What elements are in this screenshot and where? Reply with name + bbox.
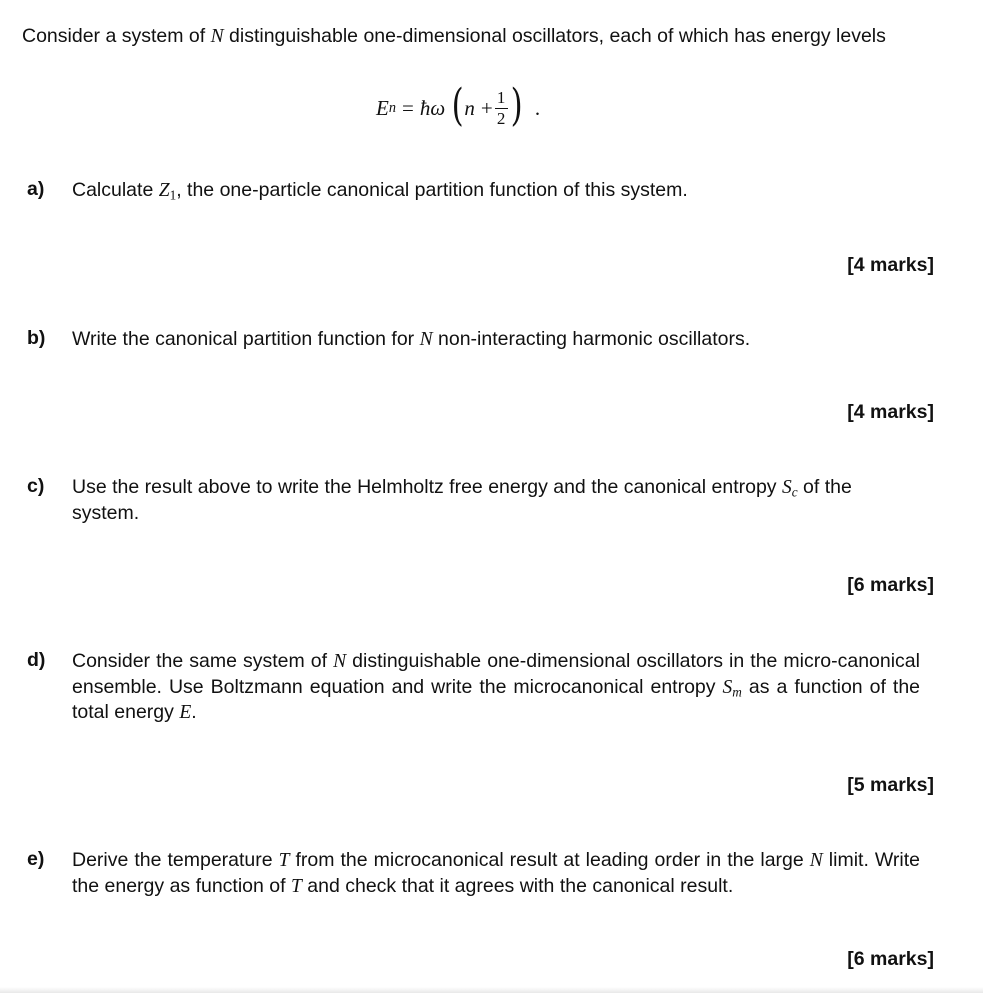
question-b-marks: [4 marks] [847, 401, 934, 423]
question-e-text [72, 848, 920, 899]
question-c-marks: [6 marks] [847, 574, 934, 596]
intro-text-2: distinguishable one-dimensional oscillators, each of which has energy levels [229, 25, 886, 47]
question-a-text-2: , the one-particle canonical partition function of this system. [176, 179, 688, 201]
question-d-text-1: Consider the same system of [72, 650, 328, 672]
question-e-marks: [6 marks] [847, 948, 934, 970]
question-d-text-2: distinguishable one-dimensional oscillators in the micro-canonical ensemble. Use Boltzmann equation and write the microcanonical entropy [72, 650, 920, 698]
question-d-text [72, 649, 920, 726]
question-e-text-2: from the microcanonical result at leading order in the large [295, 849, 804, 871]
eq-paren-close: ) [510, 80, 523, 131]
question-e-var-1: T [278, 850, 290, 871]
energy-levels-equation: E n = ħ ω ( n + $\frac{1}{2}$ ) . [376, 80, 541, 131]
question-c-label: c) [27, 475, 45, 497]
question-e-var-2: N [809, 850, 823, 871]
eq-n: n [464, 95, 475, 120]
question-c-var-sub: c [791, 484, 798, 500]
problem-intro [22, 24, 932, 50]
intro-var-n: N [210, 26, 224, 47]
question-e-label: e) [27, 848, 45, 870]
question-a-var-sub: 1 [169, 187, 177, 203]
eq-plus: + [480, 95, 493, 120]
intro-text-1: Consider a system of [22, 25, 206, 47]
eq-fraction [495, 88, 508, 129]
question-e-text-1: Derive the temperature [72, 849, 273, 871]
eq-equals: = [401, 95, 414, 120]
question-d-label: d) [27, 649, 46, 671]
eq-hbar: ħ [419, 95, 431, 120]
eq-paren-open: ( [451, 80, 464, 131]
eq-numerator: 1 [496, 87, 506, 107]
question-b-text-2: non-interacting harmonic oscillators. [438, 328, 751, 350]
question-c-var: S [781, 477, 792, 498]
question-b-text-1: Write the canonical partition function for [72, 328, 415, 350]
question-d-var-1: N [333, 651, 347, 672]
question-a-text-1: Calculate [72, 179, 154, 201]
question-a-text [72, 178, 920, 204]
question-c-text-2: of the system. [72, 476, 852, 524]
question-a-var: Z [158, 180, 170, 201]
question-b-label: b) [27, 327, 46, 349]
question-b-text [72, 327, 920, 353]
question-d-text-4: . [191, 701, 197, 723]
question-c-text [72, 475, 920, 526]
question-d-text-3: as a function of the total energy [72, 675, 921, 723]
question-a-label: a) [27, 178, 45, 200]
question-b-var: N [419, 329, 433, 350]
question-d-var-2-sub: m [732, 683, 742, 699]
eq-denominator: 2 [496, 108, 506, 128]
eq-period: . [534, 95, 541, 120]
question-e-text-3: limit. Write the energy as function of [72, 849, 921, 897]
question-a-marks: [4 marks] [847, 254, 934, 276]
question-d-var-3: E [179, 702, 192, 723]
question-d-marks: [5 marks] [847, 774, 934, 796]
eq-lhs: E [376, 95, 389, 120]
question-d-var-2: S [722, 676, 733, 698]
question-e-var-3: T [290, 875, 302, 897]
question-e-text-4: and check that it agrees with the canonical result. [307, 874, 734, 897]
eq-omega: ω [430, 95, 446, 120]
page-bottom-edge [0, 987, 983, 993]
question-c-text-1: Use the result above to write the Helmholtz free energy and the canonical entropy [72, 476, 777, 498]
